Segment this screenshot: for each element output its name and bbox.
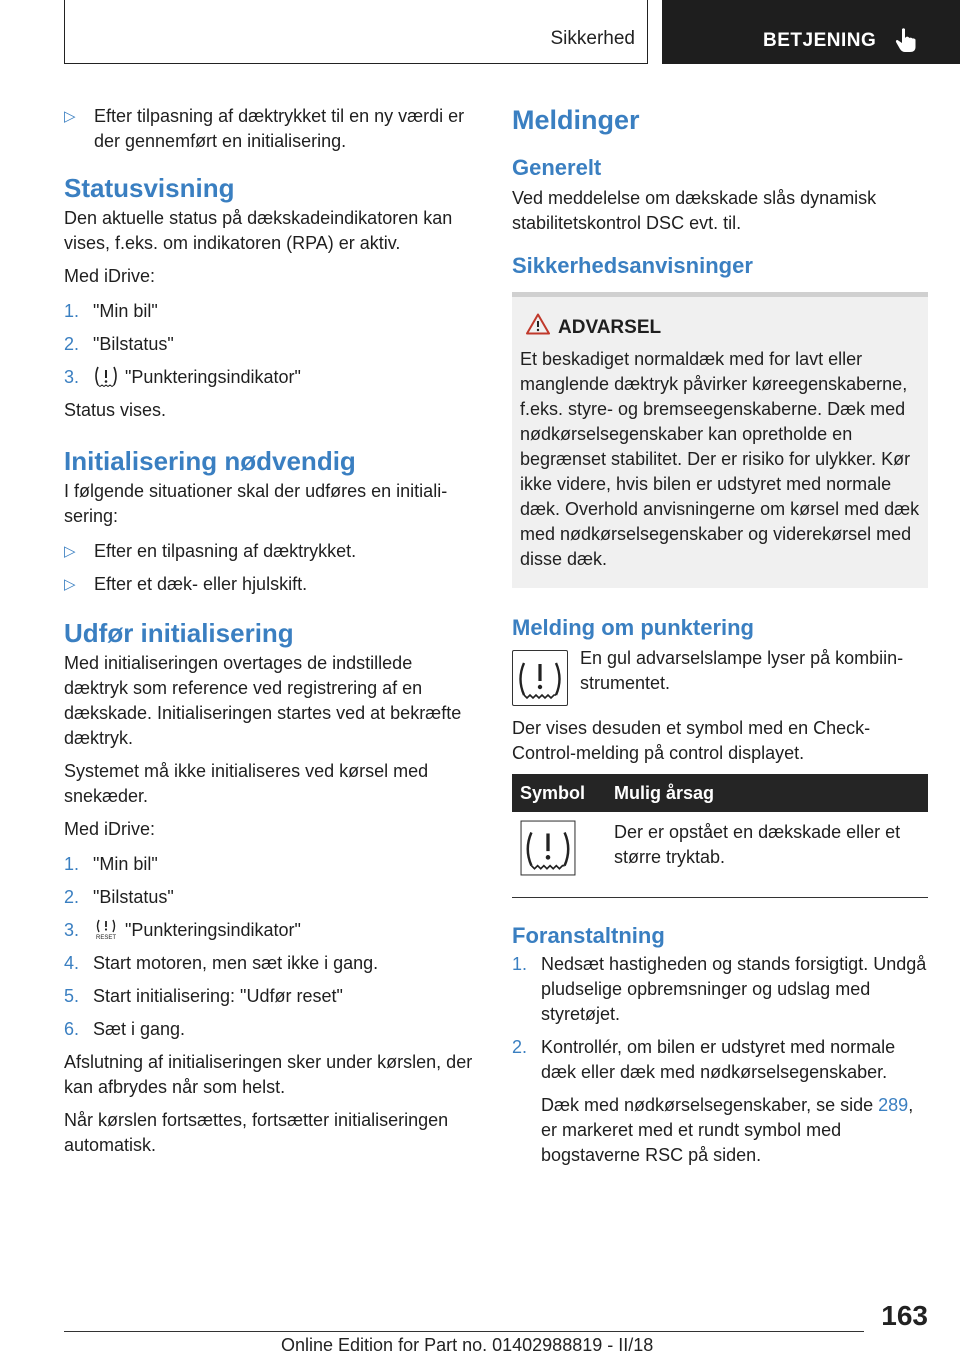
list-item: ▷ Efter en tilpasning af dæktrykket. bbox=[64, 541, 357, 561]
cause-cell: Der er opstået en dækskade eller et større tryktab. bbox=[606, 812, 928, 898]
hand-pointer-icon bbox=[894, 27, 918, 53]
init-needed-list bbox=[64, 539, 480, 597]
paragraph: Der vises desuden et symbol med en Check-Control-melding på control displayet. bbox=[512, 718, 871, 763]
list-item: 1. Nedsæt hastigheden og stands forsigtigt. Undgå pludselige opbremsninger og udslag med styretøjet. bbox=[512, 954, 927, 1024]
triangle-bullet-icon: ▷ bbox=[64, 108, 76, 125]
list-item: 3. "Punkteringsindikator" bbox=[64, 367, 301, 387]
footer-text: Online Edition for Part no. 01402988819 - II/18 bbox=[281, 1335, 654, 1355]
warning-triangle-icon bbox=[526, 313, 550, 335]
paragraph: Systemet må ikke initialiseres ved kørsel med snekæder. bbox=[64, 761, 429, 806]
footer-divider bbox=[64, 1331, 864, 1332]
chapter-label: BETJENING bbox=[763, 30, 877, 51]
status-steps bbox=[64, 299, 480, 390]
measures-note: Dæk med nødkørselsegenskaber, se side 289, er markeret med et rundt symbol med bogstaverne RSC på siden. bbox=[541, 1095, 914, 1165]
section-title-init-needed: Initialisering nødvendig bbox=[64, 446, 356, 476]
paragraph: Med iDrive: bbox=[64, 819, 156, 839]
paragraph: En gul advarselslampe lyser på kombiinstrumentet. bbox=[580, 648, 904, 693]
section-title-measures: Foranstaltning bbox=[512, 923, 665, 948]
symbol-table bbox=[512, 774, 928, 898]
table-header-row bbox=[512, 774, 928, 812]
section-title-puncture: Melding om punktering bbox=[512, 615, 754, 640]
section-title-statusvisning: Statusvisning bbox=[64, 173, 235, 203]
section-title-meldinger: Meldinger bbox=[512, 105, 640, 135]
tire-warning-lamp-icon bbox=[512, 650, 568, 706]
right-column bbox=[512, 104, 928, 1176]
paragraph: Med initialiseringen overtages de indstillede dæktryk som reference ved registrering af en dækskade. Initialiseringen startes ved at bekræfte dæktryk. bbox=[64, 653, 462, 748]
paragraph: Når kørslen fortsættes, fortsætter initialiseringen automatisk. bbox=[64, 1110, 449, 1155]
warning-text: Et beskadiget normaldæk med for lavt eller manglende dæktryk påvirker køreegenskaberne, f.eks. styre- og bremseegenskaberne. Dæk med nødkørselsegenskaber kan opretholde en begrænset stabilitet. Der er risiko for ulykker. Kør ikke videre, hvis bilen er udstyret med normale dæk. Overhold anvisningerne om kørsel med dæk med nødkørselsegenskaber og viderekørsel med disse dæk. bbox=[520, 349, 920, 569]
tire-pressure-icon bbox=[93, 365, 119, 387]
list-item: 5. Start initialisering: "Udfør reset" bbox=[64, 986, 343, 1006]
header-chapter bbox=[662, 0, 960, 64]
page-number: 163 bbox=[881, 1300, 928, 1331]
paragraph: Ved meddelelse om dækskade slås dynamisk stabilitetskontrol DSC evt. til. bbox=[512, 188, 877, 233]
tire-warning-icon bbox=[520, 820, 576, 876]
init-steps bbox=[64, 852, 480, 1042]
list-item: ▷ Efter tilpasning af dæktrykket til en ny værdi er der gennemført en initialisering. bbox=[64, 106, 465, 151]
list-item: 6. Sæt i gang. bbox=[64, 1019, 186, 1039]
paragraph: Med iDrive: bbox=[64, 266, 156, 286]
paragraph: Afslutning af initialiseringen sker under kørslen, der kan afbrydes når som helst. bbox=[64, 1052, 473, 1097]
measures-steps bbox=[512, 952, 928, 1168]
reset-icon-label: RESET bbox=[95, 935, 117, 940]
list-item: ▷ Efter et dæk- eller hjulskift. bbox=[64, 574, 308, 594]
list-item: 2. Kontrollér, om bilen er udstyret med normale dæk eller dæk med nødkørselsegenskaber. Dæk med nødkørselsegenskaber, se side 289, er markeret med et rundt symbol med bogstaverne RSC på siden. bbox=[512, 1035, 928, 1168]
table-header-cause: Mulig årsag bbox=[606, 774, 928, 812]
section-title-safety: Sikkerhedsanvisninger bbox=[512, 253, 753, 278]
header-tab bbox=[64, 0, 648, 64]
paragraph: I følgende situationer skal der udføres en initialisering: bbox=[64, 481, 448, 526]
warning-title: ADVARSEL bbox=[520, 315, 920, 341]
list-item: 1. "Min bil" bbox=[64, 301, 158, 321]
warning-box bbox=[512, 292, 928, 588]
paragraph: Den aktuelle status på dækskadeindikatoren kan vises, f.eks. om indikatoren (RPA) er aktiv. bbox=[64, 208, 453, 253]
list-item: 2. "Bilstatus" bbox=[64, 887, 174, 907]
page-link[interactable]: 289 bbox=[878, 1095, 909, 1115]
header-section-title: Sikkerhed bbox=[550, 28, 635, 49]
table-row bbox=[512, 812, 928, 898]
warning-lamp-row bbox=[512, 646, 928, 706]
section-title-generelt: Generelt bbox=[512, 155, 602, 180]
list-item: 3. RESET "Punkteringsindikator" bbox=[64, 920, 301, 940]
list-item: 1. "Min bil" bbox=[64, 854, 158, 874]
list-item: 2. "Bilstatus" bbox=[64, 334, 174, 354]
left-column bbox=[64, 104, 480, 1166]
table-header-symbol: Symbol bbox=[512, 774, 606, 812]
symbol-cell bbox=[512, 812, 606, 898]
tire-reset-icon bbox=[93, 918, 119, 940]
list-item: 4. Start motoren, men sæt ikke i gang. bbox=[64, 953, 379, 973]
paragraph: Status vises. bbox=[64, 400, 167, 420]
intro-bullet-list bbox=[64, 104, 480, 154]
section-title-do-init: Udfør initialisering bbox=[64, 618, 294, 648]
